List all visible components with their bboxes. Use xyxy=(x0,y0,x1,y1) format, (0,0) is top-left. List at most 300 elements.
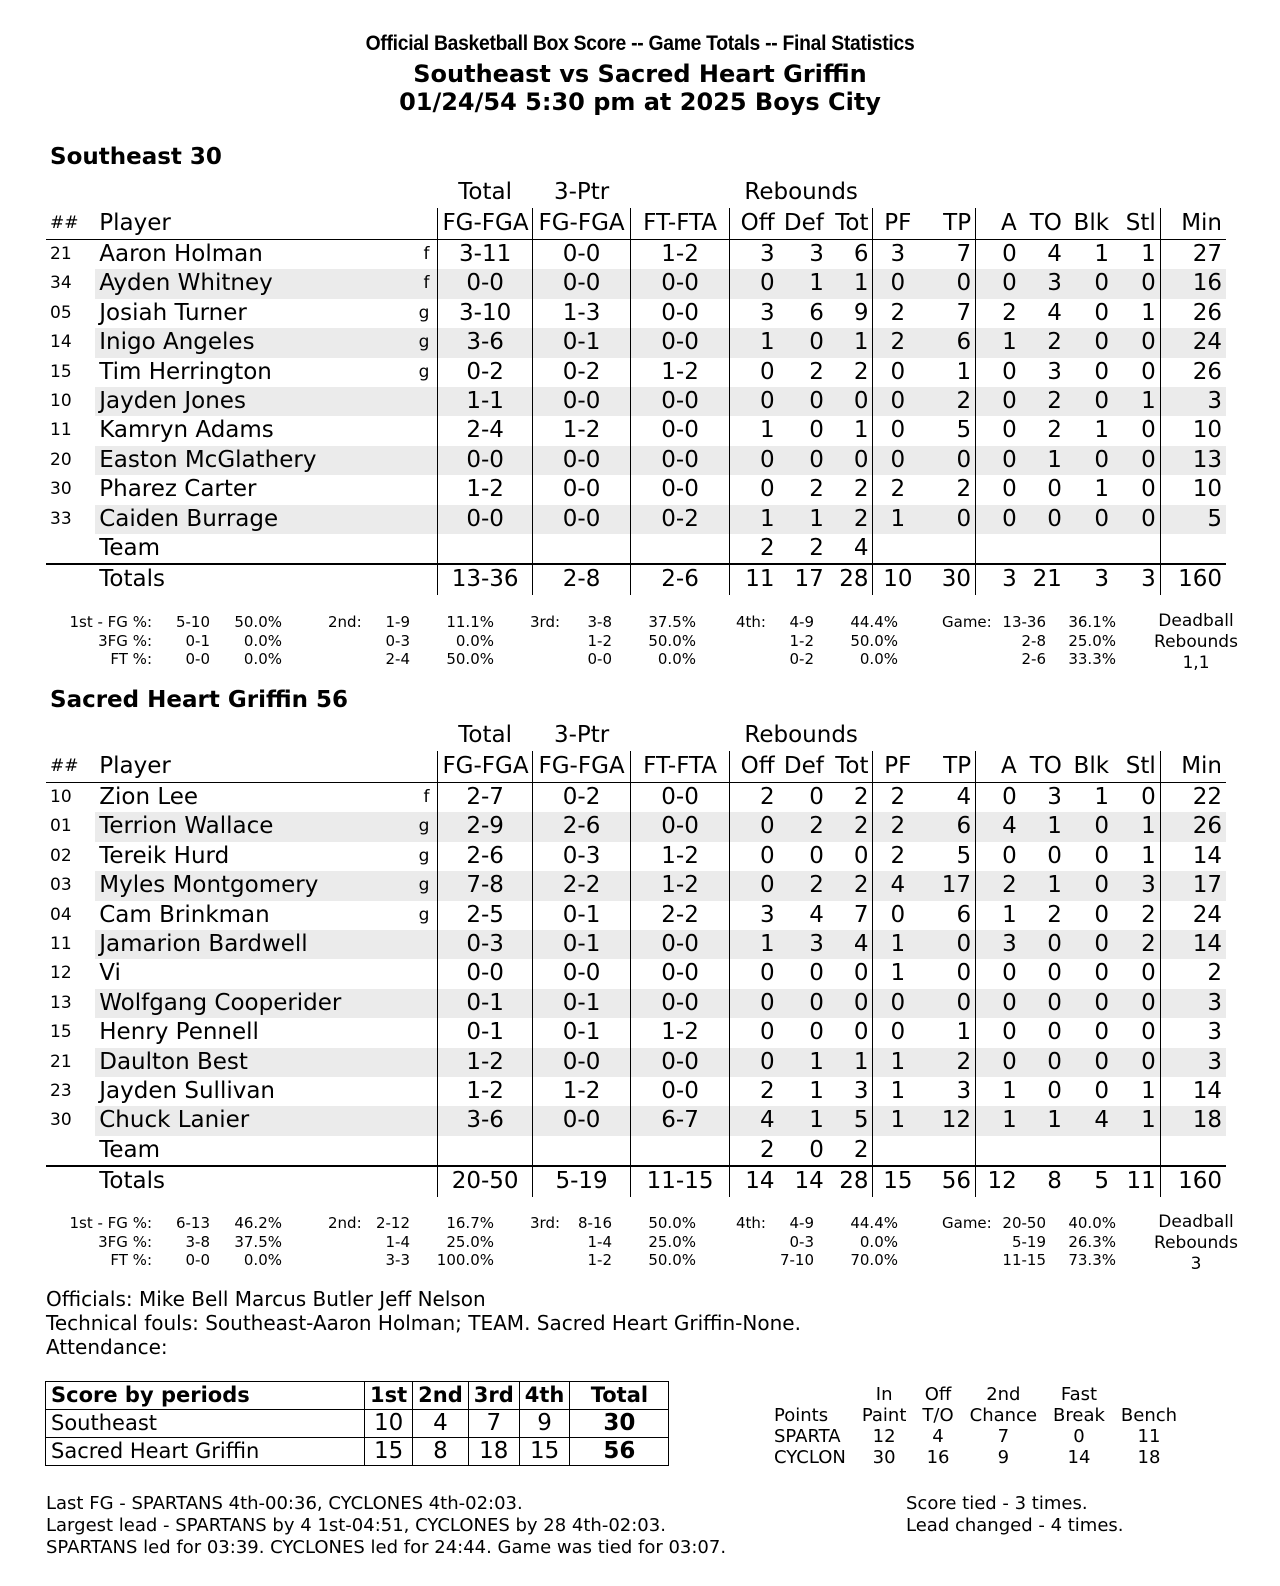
totals-row xyxy=(46,564,1226,594)
player-row xyxy=(46,959,1226,988)
points-fast: 0 xyxy=(1073,1426,1085,1447)
player-position xyxy=(385,930,438,959)
fg3-pct: 0.0% xyxy=(455,631,494,650)
stat-off: 1 xyxy=(759,417,775,444)
stat-def: 2 xyxy=(779,871,828,900)
total-stl: 3 xyxy=(1113,564,1160,594)
stat-tot: 1 xyxy=(828,269,873,298)
player-position xyxy=(385,1018,438,1047)
fg3-made-att: 1-4 xyxy=(587,1232,612,1251)
stat-fg: 2-4 xyxy=(438,416,532,445)
player-number: 05 xyxy=(50,302,72,323)
ft-made-att: 0-0 xyxy=(185,650,210,668)
ft-made-att: 1-2 xyxy=(587,1251,612,1269)
stat-stl: 0 xyxy=(1113,269,1160,298)
stat-off: 2 xyxy=(759,535,775,562)
stat-tot: 6 xyxy=(828,240,873,270)
stat-to: 0 xyxy=(1047,960,1062,987)
stat-fg3: 0-3 xyxy=(532,842,631,871)
player-position xyxy=(385,989,438,1018)
stat-blk: 1 xyxy=(1094,784,1110,810)
col-tp: TP xyxy=(922,751,975,783)
stat-off: 2 xyxy=(759,1136,775,1163)
points-team: CYCLON xyxy=(774,1447,846,1468)
stat-pf: 0 xyxy=(873,269,922,298)
player-number: 03 xyxy=(46,871,95,900)
player-position: g xyxy=(385,871,438,900)
points-chance: 7 xyxy=(997,1426,1010,1447)
player-name: Josiah Turner xyxy=(99,299,247,326)
stat-def: 0 xyxy=(779,328,828,357)
stat-ft: 0-0 xyxy=(631,1077,730,1106)
stat-ft: 0-0 xyxy=(631,959,730,988)
stat-fg3: 1-2 xyxy=(532,1077,631,1106)
fg3-made-att: 0-3 xyxy=(385,631,410,650)
stat-stl: 2 xyxy=(1113,901,1160,930)
stat-off: 0 xyxy=(759,1019,775,1046)
periods-h1: 1st xyxy=(365,1382,413,1410)
col-player: Player xyxy=(95,208,384,240)
stat-tp: 6 xyxy=(922,901,975,930)
stat-pf: 0 xyxy=(873,387,922,416)
total-a: 3 xyxy=(976,564,1021,594)
stat-ft: 0-0 xyxy=(631,328,730,357)
stat-tp: 0 xyxy=(922,989,975,1018)
points-row xyxy=(768,1447,1185,1468)
stat-pf: 0 xyxy=(890,417,906,444)
points-paint: 12 xyxy=(872,1426,896,1447)
col-player: Player xyxy=(95,751,384,783)
player-position xyxy=(385,1077,438,1106)
stat-a: 0 xyxy=(1002,476,1017,503)
points-fast: 14 xyxy=(1067,1447,1091,1468)
period-label: 2nd: xyxy=(328,613,362,631)
stat-tot: 1 xyxy=(828,328,873,357)
fg-pct: 37.5% xyxy=(648,613,696,631)
stat-blk: 0 xyxy=(1094,901,1110,928)
total-min: 160 xyxy=(1160,564,1226,594)
stat-off: 1 xyxy=(729,930,778,959)
stat-off: 4 xyxy=(729,1106,778,1135)
stat-fg3: 1-2 xyxy=(532,416,631,445)
col-to: TO xyxy=(1021,208,1066,240)
stat-pf: 0 xyxy=(890,1019,906,1046)
stat-to: 0 xyxy=(1047,476,1062,503)
stat-tot: 2 xyxy=(828,475,873,504)
total-tot: 28 xyxy=(828,1166,873,1196)
stat-tot: 2 xyxy=(828,783,873,813)
stat-ft: 2-2 xyxy=(631,901,730,930)
player-name: Pharez Carter xyxy=(99,476,257,503)
led-for: SPARTANS led for 03:39. CYCLONES led for 24:44. Game was tied for 03:07. xyxy=(46,1537,727,1558)
player-name: Tereik Hurd xyxy=(99,842,230,869)
stat-def: 1 xyxy=(809,1078,824,1105)
stat-blk: 0 xyxy=(1094,299,1110,326)
stat-off: 0 xyxy=(729,812,778,841)
player-name: Kamryn Adams xyxy=(99,417,274,444)
period-label: 3rd: xyxy=(530,1214,561,1232)
team-title: Southeast 30 xyxy=(50,144,222,170)
stat-min: 24 xyxy=(1192,901,1222,928)
col-min: Min xyxy=(1160,208,1226,240)
stat-min: 26 xyxy=(1192,299,1222,326)
stat-off: 0 xyxy=(729,871,778,900)
stat-a: 2 xyxy=(1002,299,1017,326)
ft-pct: 0.0% xyxy=(859,650,898,668)
points-bench: 18 xyxy=(1137,1447,1161,1468)
stat-ft: 1-2 xyxy=(631,240,730,270)
col-pf: PF xyxy=(873,751,922,783)
ft-pct: 33.3% xyxy=(1068,650,1116,668)
player-number: 01 xyxy=(46,812,95,841)
stat-to: 2 xyxy=(1047,901,1062,928)
player-row xyxy=(46,1106,1226,1135)
deadball-label: Deadball xyxy=(1158,1212,1234,1232)
stat-a: 0 xyxy=(976,989,1021,1018)
deadball-label: Deadball xyxy=(1158,611,1234,631)
player-row xyxy=(46,475,1226,504)
player-name: Jayden Jones xyxy=(95,387,384,416)
fg3-made-att: 3-8 xyxy=(185,1232,210,1251)
fg-made-att: 2-12 xyxy=(375,1214,410,1232)
stat-tp: 17 xyxy=(922,871,975,900)
last-fg: Last FG - SPARTANS 4th-00:36, CYCLONES 4th-02:03. xyxy=(46,1493,523,1514)
ft-made-att: 3-3 xyxy=(385,1251,410,1269)
player-row xyxy=(46,416,1226,445)
fg3-pct: 0.0% xyxy=(243,631,282,650)
total-fg: 20-50 xyxy=(438,1166,532,1196)
stat-blk: 0 xyxy=(1094,1019,1110,1046)
stat-fg3: 2-6 xyxy=(532,812,631,841)
player-position xyxy=(385,446,438,475)
period-team: Sacred Heart Griffin xyxy=(46,1438,365,1466)
ft-pct: 0.0% xyxy=(243,650,282,668)
stat-stl: 0 xyxy=(1113,959,1160,988)
fg3-made-att: 2-8 xyxy=(1021,631,1046,650)
stat-def: 2 xyxy=(809,358,824,385)
points-row xyxy=(768,1426,1185,1447)
stat-fg: 0-2 xyxy=(438,358,532,387)
player-position xyxy=(385,387,438,416)
fg-pct: 50.0% xyxy=(648,1214,696,1232)
stat-tp: 0 xyxy=(922,959,975,988)
player-row xyxy=(46,505,1226,534)
fg3-made-att: 5-19 xyxy=(1011,1232,1046,1251)
stat-min: 2 xyxy=(1207,960,1222,987)
player-row xyxy=(46,446,1226,475)
stat-tot: 5 xyxy=(828,1106,873,1135)
stat-a: 1 xyxy=(1002,901,1017,928)
stat-off: 1 xyxy=(729,505,778,534)
stat-pf: 1 xyxy=(873,505,922,534)
stat-tp: 5 xyxy=(922,842,975,871)
stat-min: 10 xyxy=(1192,476,1222,503)
stat-stl: 0 xyxy=(1113,783,1160,813)
player-name: Chuck Lanier xyxy=(95,1106,384,1135)
stat-fg3: 0-0 xyxy=(532,240,631,270)
stat-fg3: 0-2 xyxy=(532,783,631,813)
stat-min: 3 xyxy=(1160,387,1226,416)
stat-ft: 0-0 xyxy=(631,269,730,298)
stat-tot: 2 xyxy=(828,505,873,534)
player-number: 21 xyxy=(46,1048,95,1077)
period-q4: 15 xyxy=(519,1438,570,1466)
player-number: 23 xyxy=(50,1081,72,1102)
stat-pf: 3 xyxy=(890,241,906,267)
ft-made-att: 7-10 xyxy=(779,1251,814,1269)
period-label: 3rd: xyxy=(530,613,561,631)
stat-tp: 5 xyxy=(922,416,975,445)
stat-stl: 1 xyxy=(1113,1077,1160,1106)
stat-a: 0 xyxy=(1002,842,1017,869)
stat-fg: 0-0 xyxy=(438,505,532,534)
stat-tp: 4 xyxy=(922,783,975,813)
col-off: Off xyxy=(729,751,778,783)
total-tot: 28 xyxy=(828,564,873,594)
stat-def: 0 xyxy=(809,1136,824,1163)
total-off: 11 xyxy=(729,564,778,594)
stat-tp: 0 xyxy=(922,269,975,298)
player-position: f xyxy=(423,787,430,807)
stat-fg: 3-10 xyxy=(438,299,532,328)
stat-fg: 0-0 xyxy=(438,446,532,475)
stat-ft: 1-2 xyxy=(631,1018,730,1047)
fg-made-att: 6-13 xyxy=(175,1214,210,1232)
stat-fg3: 0-0 xyxy=(532,1048,631,1077)
stat-ft: 0-0 xyxy=(631,930,730,959)
stat-ft: 0-0 xyxy=(631,299,730,328)
stat-a: 2 xyxy=(976,871,1021,900)
period-label: 2nd: xyxy=(328,1214,362,1232)
stat-fg: 0-0 xyxy=(438,959,532,988)
fg-made-att: 1-9 xyxy=(385,613,410,631)
stat-fg: 0-3 xyxy=(438,930,532,959)
periods-h3: 3rd xyxy=(468,1382,519,1410)
stat-to: 0 xyxy=(1021,505,1066,534)
stat-pf: 1 xyxy=(873,930,922,959)
col-group-total: Total xyxy=(458,722,512,748)
ft-made-att: 11-15 xyxy=(1002,1251,1046,1269)
total-def: 17 xyxy=(779,564,828,594)
player-position: g xyxy=(418,904,430,925)
stat-fg: 7-8 xyxy=(438,871,532,900)
fg-pct: 50.0% xyxy=(234,613,282,631)
stat-fg3: 0-0 xyxy=(532,387,631,416)
stat-min: 27 xyxy=(1192,241,1222,267)
total-off: 14 xyxy=(729,1166,778,1196)
periods-h2: 2nd xyxy=(413,1382,469,1410)
stat-blk: 0 xyxy=(1066,387,1113,416)
points-h3a: 2nd xyxy=(986,1384,1021,1405)
stat-def: 0 xyxy=(809,1019,824,1046)
points-h3b: Chance xyxy=(969,1405,1038,1426)
stat-a: 1 xyxy=(976,1106,1021,1135)
stat-ft: 0-0 xyxy=(631,989,730,1018)
player-position: f xyxy=(423,244,430,264)
stat-to: 1 xyxy=(1021,446,1066,475)
total-ft: 2-6 xyxy=(631,564,730,594)
stat-pf: 2 xyxy=(890,476,906,503)
player-row xyxy=(46,358,1226,387)
stat-min: 14 xyxy=(1192,1078,1222,1105)
stat-def: 1 xyxy=(779,1048,828,1077)
stat-blk: 0 xyxy=(1066,812,1113,841)
stat-fg3: 0-1 xyxy=(532,989,631,1018)
stat-a: 0 xyxy=(976,446,1021,475)
ft-pct: 100.0% xyxy=(436,1251,494,1269)
col-group-total: Total xyxy=(458,179,512,205)
report-title: Official Basketball Box Score -- Game Totals -- Final Statistics xyxy=(365,32,915,55)
col-tp: TP xyxy=(922,208,975,240)
player-number: 10 xyxy=(50,787,72,807)
period-q2: 4 xyxy=(413,1410,469,1438)
stat-blk: 4 xyxy=(1066,1106,1113,1135)
fg3-pct: 37.5% xyxy=(234,1232,282,1251)
stat-tot: 1 xyxy=(828,416,873,445)
fg3-made-att: 0-3 xyxy=(789,1232,814,1251)
stat-stl: 1 xyxy=(1113,1106,1160,1135)
stat-a: 0 xyxy=(976,269,1021,298)
col-group-rebounds: Rebounds xyxy=(744,179,858,205)
period-label: Game: xyxy=(942,1214,992,1232)
total-a: 12 xyxy=(976,1166,1021,1196)
stat-def: 0 xyxy=(779,989,828,1018)
stat-tot: 1 xyxy=(828,1048,873,1077)
stat-to: 3 xyxy=(1047,358,1062,385)
fg-pct: 40.0% xyxy=(1068,1214,1116,1232)
fg3-pct: 50.0% xyxy=(850,631,898,650)
stat-min: 3 xyxy=(1160,989,1226,1018)
ft-pct: 0.0% xyxy=(243,1251,282,1269)
stat-off: 0 xyxy=(729,269,778,298)
attendance: Attendance: xyxy=(46,1335,168,1359)
col-group-3ptr: 3-Ptr xyxy=(553,722,610,748)
stat-ft: 0-0 xyxy=(631,387,730,416)
stat-to: 0 xyxy=(1021,989,1066,1018)
fg-made-att: 4-9 xyxy=(789,613,814,631)
stat-min: 5 xyxy=(1160,505,1226,534)
stat-fg: 1-2 xyxy=(438,1048,532,1077)
player-row xyxy=(46,901,1226,930)
stat-fg3: 2-2 xyxy=(532,871,631,900)
stat-stl: 3 xyxy=(1113,871,1160,900)
period-total: 30 xyxy=(570,1410,669,1438)
stat-fg3: 0-0 xyxy=(532,446,631,475)
stat-fg3: 1-3 xyxy=(532,299,631,328)
player-name: Wolfgang Cooperider xyxy=(95,989,384,1018)
ft-pct-label: FT %: xyxy=(110,650,152,668)
stat-to: 0 xyxy=(1047,1019,1062,1046)
stat-stl: 1 xyxy=(1113,387,1160,416)
total-ft: 11-15 xyxy=(631,1166,730,1196)
player-number: 20 xyxy=(46,446,95,475)
stat-min: 24 xyxy=(1160,328,1226,357)
player-position: g xyxy=(418,302,430,323)
player-row xyxy=(46,812,1226,841)
player-name: Ayden Whitney xyxy=(95,269,384,298)
stat-to: 0 xyxy=(1021,930,1066,959)
player-name: Tim Herrington xyxy=(99,358,272,385)
largest-lead: Largest lead - SPARTANS by 4 1st-04:51, CYCLONES by 28 4th-02:03. xyxy=(46,1515,666,1536)
stat-tot: 0 xyxy=(828,842,873,871)
stat-pf: 0 xyxy=(890,358,906,385)
stat-fg3: 0-1 xyxy=(532,1018,631,1047)
fg-made-att: 20-50 xyxy=(1002,1214,1046,1232)
stat-fg: 2-6 xyxy=(438,842,532,871)
total-fg3: 2-8 xyxy=(532,564,631,594)
stat-blk: 1 xyxy=(1094,417,1110,444)
points-breakdown-table xyxy=(768,1384,1185,1468)
stat-fg: 3-6 xyxy=(438,1106,532,1135)
stat-pf: 0 xyxy=(873,989,922,1018)
stat-stl: 0 xyxy=(1113,358,1160,387)
stat-blk: 1 xyxy=(1094,241,1110,267)
player-number: 11 xyxy=(46,930,95,959)
stat-pf: 4 xyxy=(873,871,922,900)
stat-to: 2 xyxy=(1021,328,1066,357)
player-number: 30 xyxy=(46,1106,95,1135)
total-to: 21 xyxy=(1021,564,1066,594)
fg3-pct-label: 3FG %: xyxy=(98,1232,152,1251)
player-name: Jayden Sullivan xyxy=(99,1078,276,1105)
fg-pct: 44.4% xyxy=(850,1214,898,1232)
stat-fg3: 0-1 xyxy=(532,901,631,930)
totals-label: Totals xyxy=(95,564,384,594)
stat-a: 0 xyxy=(1002,784,1017,810)
player-row xyxy=(46,1018,1226,1047)
col-stl: Stl xyxy=(1113,208,1160,240)
fg-made-att: 13-36 xyxy=(1002,613,1046,631)
stat-tot: 0 xyxy=(828,989,873,1018)
totals-row xyxy=(46,1166,1226,1196)
total-to: 8 xyxy=(1021,1166,1066,1196)
stat-fg: 3-6 xyxy=(438,328,532,357)
stat-blk: 0 xyxy=(1066,505,1113,534)
stat-fg: 3-11 xyxy=(438,240,532,270)
player-position: g xyxy=(385,812,438,841)
player-number: 30 xyxy=(50,479,72,500)
stat-min: 22 xyxy=(1192,784,1222,810)
fg-made-att: 8-16 xyxy=(577,1214,612,1232)
stat-blk: 0 xyxy=(1094,960,1110,987)
ft-pct: 70.0% xyxy=(850,1251,898,1269)
stat-fg3: 0-2 xyxy=(532,358,631,387)
team-row-label: Team xyxy=(99,535,161,562)
stat-tp: 0 xyxy=(922,505,975,534)
stat-a: 3 xyxy=(976,930,1021,959)
stat-def: 1 xyxy=(779,269,828,298)
ft-pct: 50.0% xyxy=(446,650,494,668)
stat-fg3: 0-1 xyxy=(532,328,631,357)
col-fg: FG-FGA xyxy=(438,751,532,783)
stat-tot: 2 xyxy=(828,358,873,387)
deadball-rebounds-value: 3 xyxy=(1190,1254,1202,1274)
stat-fg: 1-2 xyxy=(438,475,532,504)
col-fg: FG-FGA xyxy=(438,208,532,240)
player-number: 15 xyxy=(50,361,72,382)
stat-stl: 0 xyxy=(1113,328,1160,357)
stat-def: 1 xyxy=(779,1106,828,1135)
stat-off: 3 xyxy=(759,241,775,267)
team-row-label: Team xyxy=(99,1136,161,1163)
fg3-pct: 25.0% xyxy=(446,1232,494,1251)
stat-fg: 0-1 xyxy=(438,989,532,1018)
stat-tot: 2 xyxy=(828,871,873,900)
score-by-periods-table xyxy=(45,1381,669,1466)
period-team: Southeast xyxy=(46,1410,365,1438)
points-h2a: Off xyxy=(924,1384,952,1405)
stat-pf: 0 xyxy=(873,446,922,475)
